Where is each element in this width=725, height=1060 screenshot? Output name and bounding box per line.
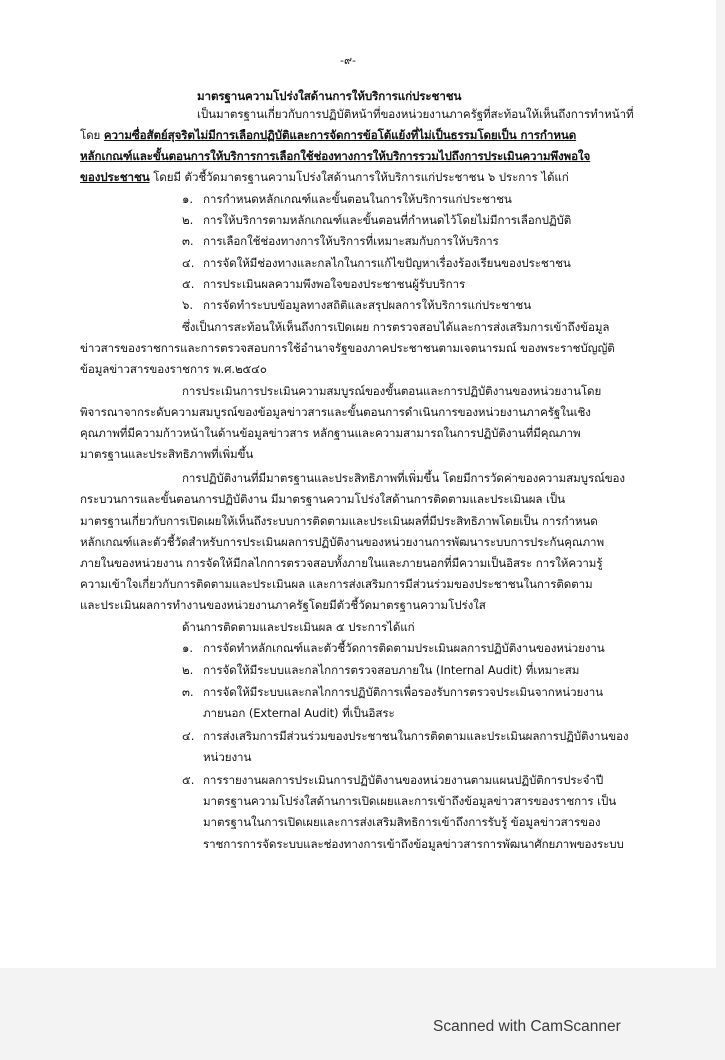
section-heading: มาตรฐานความโปร่งใสด้านการให้บริการแก่ประชาชน	[197, 89, 462, 103]
list-item-number: ๕.	[182, 277, 195, 291]
list-item-continuation: มาตรฐานในการเปิดเผยและการส่งเสริมสิทธิการเข้าถึงการรับรู้ ข้อมูลข่าวสารของ	[203, 815, 601, 829]
p3-line-3: คุณภาพที่มีความก้าวหน้าในด้านข้อมูลข่าวสาร หลักฐานและความสามารถในการปฏิบัติงานที่มีคุณภาพ	[80, 426, 581, 440]
p4-line-4: หลักเกณฑ์และตัวชี้วัดสำหรับการประเมินผลการปฏิบัติงานของหน่วยงานการพัฒนาระบบการประกันคุณภาพ	[80, 535, 604, 549]
list-item-number: ๓.	[182, 234, 194, 248]
scanner-watermark: Scanned with CamScanner	[433, 1018, 621, 1035]
list-item: การให้บริการตามหลักเกณฑ์และขั้นตอนที่กำหนดไว้โดยไม่มีการเลือกปฏิบัติ	[203, 213, 572, 227]
p1-line-3: หลักเกณฑ์และขั้นตอนการให้บริการการเลือกใช้ช่องทางการให้บริการรวมไปถึงการประเมินความพึงพอใจ	[80, 149, 591, 163]
list-item: การจัดให้มีระบบและกลไกการปฏิบัติการเพื่อรองรับการตรวจประเมินจากหน่วยงาน	[203, 685, 603, 699]
list-item-number: ๒.	[182, 663, 194, 677]
p1-line-4-rest: โดยมี ตัวชี้วัดมาตรฐานความโปร่งใสด้านการให้บริการแก่ประชาชน ๖ ประการ ได้แก่	[149, 170, 569, 184]
p1-line-1: เป็นมาตรฐานเกี่ยวกับการปฏิบัติหน้าที่ของหน่วยงานภาครัฐที่สะท้อนให้เห็นถึงการทำหน้าที่	[197, 107, 634, 121]
p4-line-7: และประเมินผลการทำงานของหน่วยงานภาครัฐโดยมีตัวชี้วัดมาตรฐานความโปร่งใส	[80, 598, 486, 612]
list-item-continuation: ราชการการจัดระบบและช่องทางการเข้าถึงข้อมูลข่าวสารการพัฒนาศักยภาพของระบบ	[203, 837, 624, 851]
p1-line-2	[80, 127, 576, 143]
p4-line-1: การปฏิบัติงานที่มีมาตรฐานและประสิทธิภาพที่เพิ่มขึ้น โดยมีการวัดค่าของความสมบูรณ์ของ	[182, 471, 625, 485]
p4-line-3: มาตรฐานเกี่ยวกับการเปิดเผยให้เห็นถึงระบบการติดตามและประเมินผลที่มีประสิทธิภาพโดยเป็น การกำหนด	[80, 514, 598, 528]
list-item: การจัดทำระบบข้อมูลทางสถิติและสรุปผลการให้บริการแก่ประชาชน	[203, 298, 532, 312]
p2-line-1: ซึ่งเป็นการสะท้อนให้เห็นถึงการเปิดเผย การตรวจสอบได้และการส่งเสริมการเข้าถึงข้อมูล	[182, 320, 610, 334]
list-item: การจัดให้มีระบบและกลไกการตรวจสอบภายใน (Internal Audit) ที่เหมาะสม	[203, 663, 580, 677]
list-item-continuation: ภายนอก (External Audit) ที่เป็นอิสระ	[203, 706, 395, 720]
p4-line-5: ภายในของหน่วยงาน การจัดให้มีกลไกการตรวจสอบทั้งภายในและภายนอกที่มีความเป็นอิสระ การให้ความรู้	[80, 556, 603, 570]
list-item-continuation: หน่วยงาน	[203, 750, 252, 764]
p1-line-2-lead: โดย	[80, 128, 104, 142]
p2-line-3: ข้อมูลข่าวสารของราชการ พ.ศ.๒๕๔๐	[80, 362, 267, 376]
p4-line-2: กระบวนการและขั้นตอนการปฏิบัติงาน มีมาตรฐานความโปร่งใสด้านการติดตามและประเมินผล เป็น	[80, 492, 565, 506]
list-item-number: ๖.	[182, 298, 194, 312]
p1-line-2-emphasis: ความซื่อสัตย์สุจริตไม่มีการเลือกปฏิบัติและการจัดการข้อโต้แย้งที่ไม่เป็นธรรมโดยเป็น การกำหนด	[103, 128, 577, 142]
p3-line-2: พิจารณาจากระดับความสมบูรณ์ของข้อมูลข่าวสารและขั้นตอนการดำเนินการของหน่วยงานภาครัฐในเชิง	[80, 405, 591, 419]
list-item-number: ๑.	[182, 641, 194, 655]
list-item: การกำหนดหลักเกณฑ์และขั้นตอนในการให้บริการแก่ประชาชน	[203, 192, 512, 206]
list-item: การเลือกใช้ช่องทางการให้บริการที่เหมาะสมกับการให้บริการ	[203, 234, 499, 248]
p3-line-1: การประเมินการประเมินความสมบูรณ์ของขั้นตอนและการปฏิบัติงานของหน่วยงานโดย	[182, 384, 602, 398]
list-item-number: ๒.	[182, 213, 194, 227]
p1-line-4-emphasis: ของประชาชน	[80, 170, 150, 184]
list-item: การจัดให้มีช่องทางและกลไกในการแก้ไขปัญหาเรื่องร้องเรียนของประชาชน	[203, 256, 571, 270]
p3-line-4: มาตรฐานและประสิทธิภาพที่เพิ่มขึ้น	[80, 447, 254, 461]
p1-line-4	[80, 169, 569, 185]
list-item: การประเมินผลความพึงพอใจของประชาชนผู้รับบริการ	[203, 277, 466, 291]
list2-intro: ด้านการติดตามและประเมินผล ๕ ประการได้แก่	[182, 620, 415, 634]
list-item-number: ๑.	[182, 192, 194, 206]
list-item-continuation: มาตรฐานความโปร่งใสด้านการเปิดเผยและการเข้าถึงข้อมูลข่าวสารของราชการ เป็น	[203, 794, 617, 808]
p2-line-2: ข่าวสารของราชการและการตรวจสอบการใช้อำนาจรัฐของภาคประชาชนตามเจตนารมณ์ ของพระราชบัญญัติ	[80, 341, 615, 355]
p4-line-6: ความเข้าใจเกี่ยวกับการติดตามและประเมินผล และการส่งเสริมการมีส่วนร่วมของประชาชนในการติดตาม	[80, 577, 593, 591]
list-item-number: ๓.	[182, 685, 194, 699]
list-item-number: ๔.	[182, 729, 195, 743]
list-item-number: ๕.	[182, 773, 195, 787]
list-item: การรายงานผลการประเมินการปฏิบัติงานของหน่วยงานตามแผนปฏิบัติการประจำปี	[203, 773, 604, 787]
list-item: การส่งเสริมการมีส่วนร่วมของประชาชนในการติดตามและประเมินผลการปฏิบัติงานของ	[203, 729, 629, 743]
list-item-number: ๔.	[182, 256, 195, 270]
page-number: -๙-	[340, 54, 356, 67]
list-item: การจัดทำหลักเกณฑ์และตัวชี้วัดการติดตามประเมินผลการปฏิบัติงานของหน่วยงาน	[203, 641, 605, 655]
